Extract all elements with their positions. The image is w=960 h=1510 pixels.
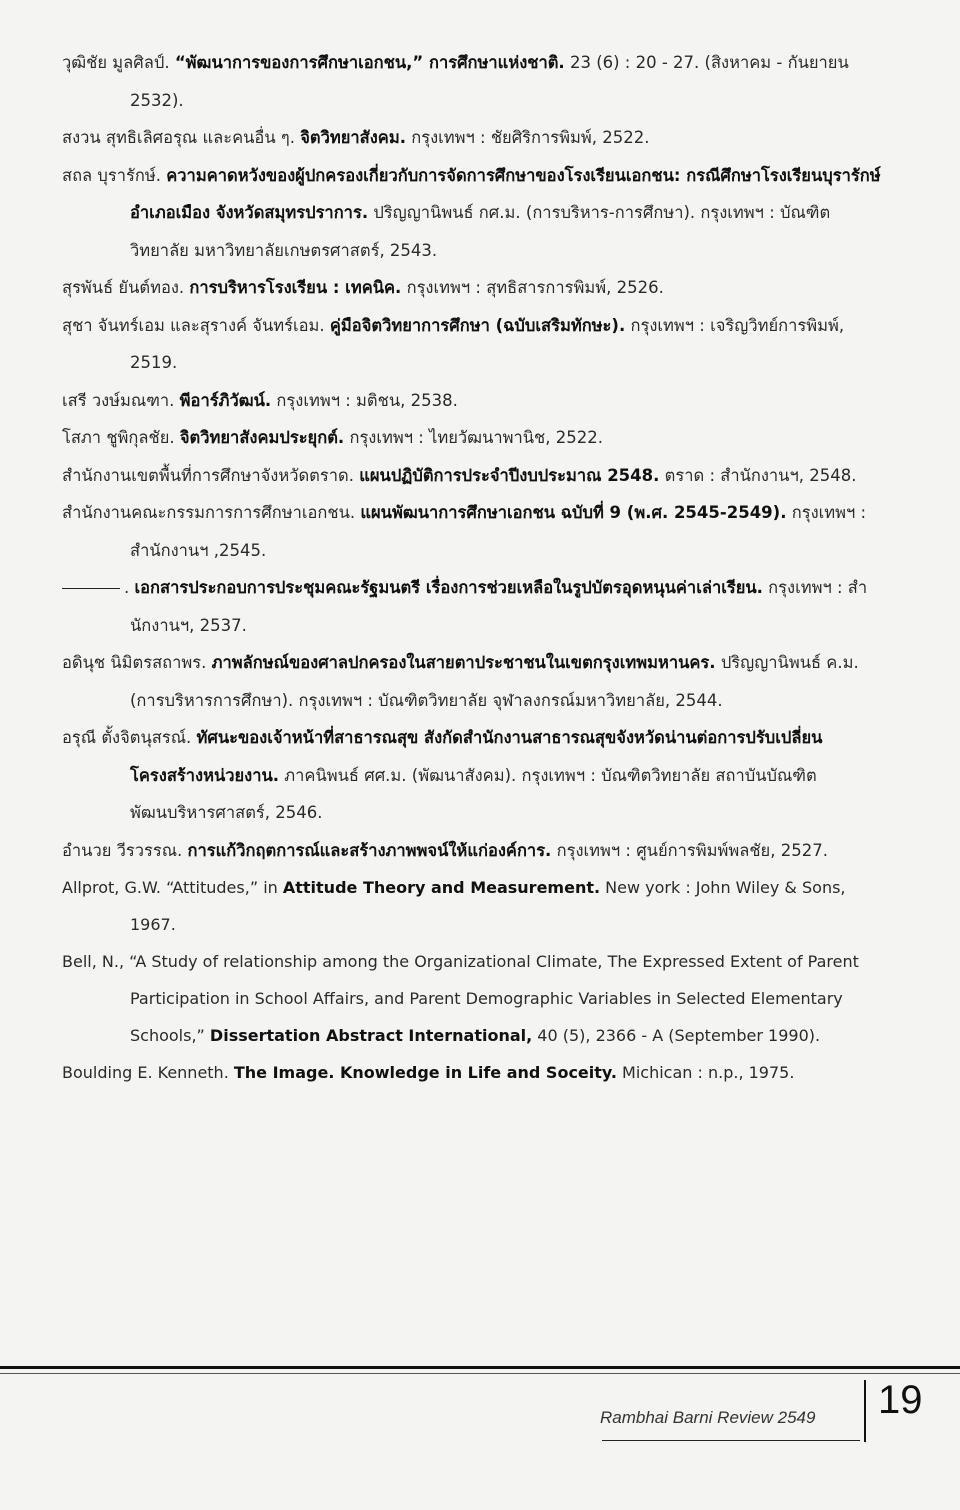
footer-rule-thin bbox=[0, 1373, 960, 1374]
reference-item: วุฒิชัย มูลศิลป์. “พัฒนาการของการศึกษาเอกชน,” การศึกษาแห่งชาติ. 23 (6) : 20 - 27. (สิงหาคม - กันยายน 2532). bbox=[62, 53, 849, 110]
footer-rule-thick bbox=[0, 1366, 960, 1369]
journal-name: Rambhai Barni Review 2549 bbox=[600, 1408, 816, 1427]
reference-item: สุรพันธ์ ยันต์ทอง. การบริหารโรงเรียน : เทคนิค. กรุงเทพฯ : สุทธิสารการพิมพ์, 2526. bbox=[62, 278, 664, 297]
journal-underline bbox=[602, 1440, 860, 1441]
reference-item-en: Boulding E. Kenneth. The Image. Knowledge in Life and Soceity. Michican : n.p., 1975. bbox=[62, 1063, 795, 1082]
reference-item-en: Bell, N., “A Study of relationship among the Organizational Climate, The Expressed Extent of Parent Participation in School Affairs, and Parent Demographic Variables in Selected Elementary Schools,” Dissertation Abstract International, 40 (5), 2366 - A (September 1990). bbox=[62, 952, 859, 1045]
reference-item: อดินุช นิมิตรสถาพร. ภาพลักษณ์ของศาลปกครองในสายตาประชาชนในเขตกรุงเทพมหานคร. ปริญญานิพนธ์ ค.ม. (การบริหารการศึกษา). กรุงเทพฯ : บัณฑิตวิทยาลัย จุฬาลงกรณ์มหาวิทยาลัย, 2544. bbox=[62, 653, 859, 710]
reference-item: สำนักงานคณะกรรมการการศึกษาเอกชน. แผนพัฒนาการศึกษาเอกชน ฉบับที่ 9 (พ.ศ. 2545-2549). กรุงเทพฯ : สำนักงานฯ ,2545. bbox=[62, 503, 867, 560]
page-number-divider bbox=[864, 1380, 866, 1442]
reference-item: สถล บุรารักษ์. ความคาดหวังของผู้ปกครองเกี่ยวกับการจัดการศึกษาของโรงเรียนเอกชน: กรณีศึกษาโรงเรียนบุรารักษ์ อำเภอเมือง จังหวัดสมุทรปราการ. ปริญญานิพนธ์ กศ.ม. (การบริหาร-การศึกษา). กรุงเทพฯ : บัณฑิตวิทยาลัย มหาวิทยาลัยเกษตรศาสตร์, 2543. bbox=[62, 165, 881, 260]
reference-item: อำนวย วีรวรรณ. การแก้วิกฤตการณ์และสร้างภาพพจน์ให้แก่องค์การ. กรุงเทพฯ : ศูนย์การพิมพ์พลชัย, 2527. bbox=[62, 840, 828, 860]
reference-item: . เอกสารประกอบการประชุมคณะรัฐมนตรี เรื่องการช่วยเหลือในรูปบัตรอุดหนุนค่าเล่าเรียน. กรุงเทพฯ : สำนักงานฯ, 2537. bbox=[62, 569, 882, 644]
reference-item: เสรี วงษ์มณฑา. พีอาร์ภิวัฒน์. กรุงเทพฯ : มติชน, 2538. bbox=[62, 390, 458, 410]
ditto-dash bbox=[62, 588, 120, 589]
reference-item: โสภา ชูพิกุลชัย. จิตวิทยาสังคมประยุกต์. กรุงเทพฯ : ไทยวัฒนาพานิช, 2522. bbox=[62, 428, 603, 447]
reference-item: สุชา จันทร์เอม และสุรางค์ จันทร์เอม. คู่มือจิตวิทยาการศึกษา (ฉบับเสริมทักษะ). กรุงเทพฯ : เจริญวิทย์การพิมพ์, 2519. bbox=[62, 315, 845, 372]
reference-item-en: Allprot, G.W. “Attitudes,” in Attitude Theory and Measurement. New york : John Wiley & Sons, 1967. bbox=[62, 878, 846, 934]
page-number: 19 bbox=[878, 1378, 923, 1422]
reference-item: สงวน สุทธิเลิศอรุณ และคนอื่น ๆ. จิตวิทยาสังคม. กรุงเทพฯ : ชัยศิริการพิมพ์, 2522. bbox=[62, 128, 650, 147]
reference-list bbox=[62, 44, 882, 1091]
reference-item: สำนักงานเขตพื้นที่การศึกษาจังหวัดตราด. แผนปฏิบัติการประจำปีงบประมาณ 2548. ตราด : สำนักงานฯ, 2548. bbox=[62, 465, 857, 485]
reference-item: อรุณี ตั้งจิตนุสรณ์. ทัศนะของเจ้าหน้าที่สาธารณสุข สังกัดสำนักงานสาธารณสุขจังหวัดน่านต่อการปรับเปลี่ยนโครงสร้างหน่วยงาน. ภาคนิพนธ์ ศศ.ม. (พัฒนาสังคม). กรุงเทพฯ : บัณฑิตวิทยาลัย สถาบันบัณฑิตพัฒนบริหารศาสตร์, 2546. bbox=[62, 728, 823, 822]
